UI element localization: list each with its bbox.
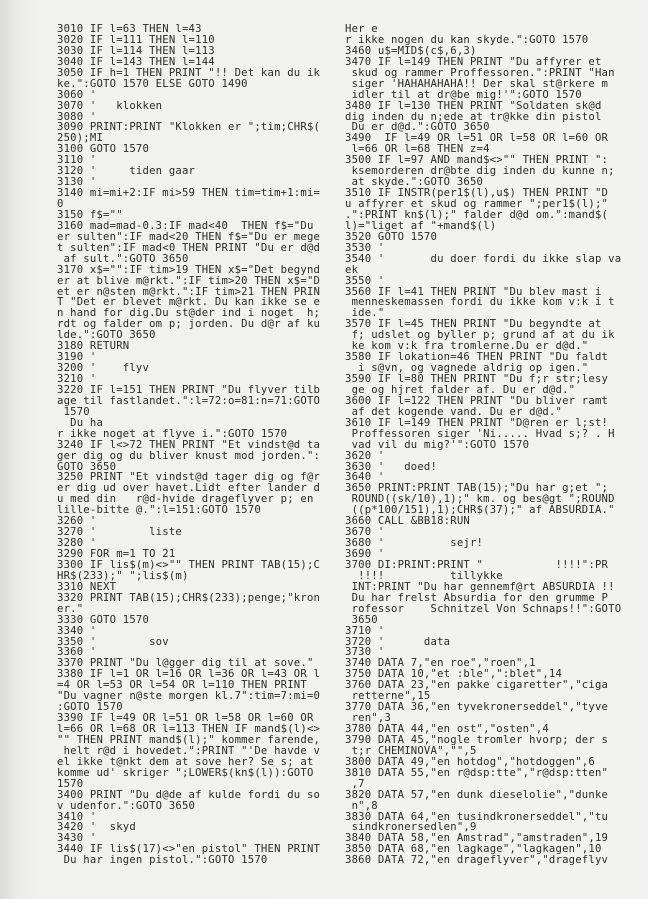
code-line: 3830 DATA 64,"en tusindkronerseddel","tu xyxy=(345,810,609,823)
code-line: HR$(233);" ";lis$(m) xyxy=(57,569,189,582)
code-line: af sult.":GOTO 3650 xyxy=(57,252,189,265)
code-line: 3180 RETURN xyxy=(57,340,130,353)
code-line: .":PRINT kn$(l);" falder d@d om.":mand$( xyxy=(345,208,609,221)
code-line: 3850 DATA 68,"en lagkage","lagkagen",10 xyxy=(345,843,602,856)
code-line: 3410 ' xyxy=(57,810,97,823)
code-line: 3390 IF l=49 OR l=51 OR l=58 OR l=60 OR xyxy=(57,712,314,725)
code-line: et er n@sten m@rkt.":IF tim>21 THEN PRIN xyxy=(57,285,321,298)
code-line: 3120 ' tiden gaar xyxy=(57,165,196,178)
code-line: 3630 ' doed! xyxy=(345,460,438,473)
code-line: 3420 ' skyd xyxy=(57,821,136,834)
code-line: lille-bitte @.":l=151:GOTO 1570 xyxy=(57,504,261,517)
code-line: 3170 x$="":IF tim>19 THEN x$="Det begynd xyxy=(57,263,321,276)
code-line: 3380 IF l=1 OR l=16 OR l=36 OR l=43 OR l xyxy=(57,668,321,681)
code-line: af det kogende vand. Du er d@d." xyxy=(345,405,563,418)
code-line: 3310 NEXT xyxy=(57,580,117,593)
code-line: rdt og falder om p; jorden. Du d@r af ku xyxy=(57,318,321,331)
code-line: GOTO 3650 xyxy=(57,460,117,473)
code-line: 3640 ' xyxy=(345,471,385,484)
code-line: 3270 ' liste xyxy=(57,526,182,539)
code-line: l)="liget af "+mand$(l) xyxy=(345,219,497,232)
code-line: ROUND((sk/10),1);" km. og bes@gt ";ROUND xyxy=(345,493,615,506)
code-line: 3110 ' xyxy=(57,154,97,167)
code-line: 3200 ' flyv xyxy=(57,362,150,375)
code-line: 1570 xyxy=(57,405,90,418)
code-line: 3520 GOTO 1570 xyxy=(345,230,438,243)
code-line: 3370 PRINT "Du l@gger dig til at sove." xyxy=(57,657,314,670)
code-line: 3730 ' xyxy=(345,646,385,659)
code-line: n",8 xyxy=(345,799,378,812)
code-line: 3750 DATA 10,"et :ble",":blet",14 xyxy=(345,668,563,681)
code-line: INT:PRINT "Du har gennemf@rt ABSURDIA !! xyxy=(345,580,615,593)
code-line: =4 OR l=53 OR l=54 OR l=110 THEN PRINT xyxy=(57,679,307,692)
code-line: Proffessoren siger 'Ni..... Hvad s;? . H xyxy=(345,427,615,440)
code-line: 250);MI xyxy=(57,132,104,145)
code-line: retterne",15 xyxy=(345,690,431,703)
code-line: n hand for dig.Du st@der ind i noget h; xyxy=(57,307,321,320)
code-line: 3350 ' sov xyxy=(57,635,169,648)
code-line: Du er d@d.":GOTO 3650 xyxy=(345,121,490,134)
code-line: u affyrer et skud og rammer ";per1$(l);" xyxy=(345,198,609,210)
code-line: 3090 PRINT:PRINT "Klokken er ";tim;CHR$( xyxy=(57,121,321,134)
code-line: siger 'HAHAHAHAHA!! Der skal st@rkere m xyxy=(345,77,609,90)
code-line: 3540 ' du doer fordi du ikke slap va xyxy=(345,252,622,265)
code-line: 3150 f$="" xyxy=(57,208,123,221)
code-line: 3030 IF l=114 THEN l=113 xyxy=(57,44,215,57)
code-line: 3050 IF h=1 THEN PRINT "!! Det kan du ik xyxy=(57,66,321,79)
code-line: 3460 u$=MID$(c$,6,3) xyxy=(345,44,477,57)
code-line: 3290 FOR m=1 TO 21 xyxy=(57,548,176,560)
code-line: ge og hjret falder af. Du er d@d." xyxy=(345,383,576,396)
code-line: at skyde.":GOTO 3650 xyxy=(345,176,484,189)
code-line: 3260 ' xyxy=(57,515,97,528)
code-line: lde.":GOTO 3650 xyxy=(57,329,156,342)
code-line: 3130 ' xyxy=(57,176,97,189)
code-line: el ikke t@nkt dem at sove her? Se s; at xyxy=(57,755,314,768)
code-line: 3190 ' xyxy=(57,351,97,364)
code-line: t;r CHEMINOVA","",5 xyxy=(345,744,477,757)
code-line: ren",3 xyxy=(345,712,392,725)
code-line: 3780 DATA 44,"en ost","osten",4 xyxy=(345,723,549,735)
code-line: :GOTO 1570 xyxy=(57,701,123,714)
code-line: l=66 OR l=68 THEN z=4 xyxy=(345,143,490,156)
code-line: ke.":GOTO 1570 ELSE GOTO 1490 xyxy=(57,77,248,90)
code-line: 3800 DATA 49,"en hotdog","hotdoggen",6 xyxy=(345,755,595,768)
code-line: age til fastlandet.":l=72:o=81:n=71:GOTO xyxy=(57,394,321,407)
code-line: 3500 IF l=97 AND mand$<>"" THEN PRINT ": xyxy=(345,154,609,167)
code-line: 3430 ' xyxy=(57,832,97,845)
left-code-column xyxy=(57,24,342,866)
code-line: 3670 ' xyxy=(345,526,385,539)
code-line: 3160 mad=mad-0.3:IF mad<40 THEN f$="Du xyxy=(57,219,314,232)
code-line: menneskemassen fordi du ikke kom v:k i t xyxy=(345,296,615,309)
right-code-column xyxy=(345,24,630,866)
code-line: 3810 DATA 55,"en r@dsp:tte","r@dsp:tten" xyxy=(345,766,609,779)
code-line: 3490 IF l=49 OR l=51 OR l=58 OR l=60 OR xyxy=(345,132,609,145)
code-line: 3620 ' xyxy=(345,449,385,462)
code-line: f; udslet og byller p; grund af at du ik xyxy=(345,329,615,342)
code-line: 3330 GOTO 1570 xyxy=(57,613,150,626)
code-line: komme ud' skriger ";LOWER$(kn$(l)):GOTO xyxy=(57,766,314,779)
code-line: vad vil du mig?'":GOTO 1570 xyxy=(345,438,530,451)
code-line: 3700 DI:PRINT:PRINT " !!!!":PR xyxy=(345,558,609,571)
code-line: er." xyxy=(57,602,84,615)
code-line: u med din r@d-hvide drageflyver p; en xyxy=(57,493,314,506)
code-line: ger dig og du bliver knust mod jorden.": xyxy=(57,449,321,462)
code-line: skud og rammer Proffessoren.":PRINT "Han xyxy=(345,66,615,79)
code-line: Du har frelst Absurdia for den grumme P xyxy=(345,591,609,604)
code-line: 3360 ' xyxy=(57,646,97,659)
code-line: 3280 ' xyxy=(57,537,97,550)
code-line: r ikke noget at flyve i.":GOTO 1570 xyxy=(57,427,288,440)
code-line: Her e xyxy=(345,23,378,35)
code-line: 3240 IF l<>72 THEN PRINT "Et vindst@d ta xyxy=(57,438,321,451)
code-line: helt r@d i hovedet.":PRINT "'De havde v xyxy=(57,744,321,757)
code-line: 3320 PRINT TAB(15);CHR$(233);penge;"kron xyxy=(57,591,321,604)
code-line: 3600 IF l=122 THEN PRINT "Du bliver ramt xyxy=(345,394,609,407)
code-line: T "Det er blevet m@rkt. Du kan ikke se e xyxy=(57,296,321,309)
code-line: 3840 DATA 58,"en Amstrad","amstraden",19 xyxy=(345,832,609,845)
code-line: 3440 IF lis$(17)<>"en pistol" THEN PRINT xyxy=(57,843,321,856)
code-line: r ikke nogen du kan skyde.":GOTO 1570 xyxy=(345,33,589,46)
code-line: 3820 DATA 57,"en dunk dieselolie","dunke xyxy=(345,788,609,801)
code-line: 3720 ' data xyxy=(345,635,451,648)
code-line: 3740 DATA 7,"en roe","roen",1 xyxy=(345,657,536,670)
code-line: 3250 PRINT "Et vindst@d tager dig og f@r xyxy=(57,471,321,484)
code-line: 3580 IF lokation=46 THEN PRINT "Du faldt xyxy=(345,351,609,364)
code-line: "Du vagner n@ste morgen kl.7":tim=7:mi=0 xyxy=(57,690,321,703)
code-line: 3300 IF lis$(m)<>"" THEN PRINT TAB(15);C xyxy=(57,558,321,571)
code-line: rofessor Schnitzel Von Schnaps!!":GOTO xyxy=(345,602,622,615)
code-line: 3680 ' sejr! xyxy=(345,537,484,550)
code-line: 3650 PRINT:PRINT TAB(15);"Du har g;et "; xyxy=(345,482,609,495)
code-line: i s@vn, og vagnede aldrig op igen." xyxy=(345,362,589,375)
code-line: er sulten":IF mad<20 THEN f$="Du er mege xyxy=(57,230,321,243)
code-line: Du ha xyxy=(57,416,104,429)
code-line: 3340 ' xyxy=(57,624,97,637)
code-line: 3660 CALL &BB18:RUN xyxy=(345,515,470,528)
code-line: 3560 IF l=41 THEN PRINT "Du blev mast i xyxy=(345,285,602,298)
code-line: ksemorderen dr@bte dig inden du kunne n; xyxy=(345,165,615,178)
code-line: ek xyxy=(345,263,359,276)
code-line: 3020 IF l=111 THEN l=110 xyxy=(57,33,215,46)
code-line: 3080 ' xyxy=(57,110,97,123)
code-line: 3690 ' xyxy=(345,548,385,560)
code-line: ke kom v:k fra tromlerne.Du er d@d." xyxy=(345,340,589,353)
code-line: 3470 IF l=149 THEN PRINT "Du affyrer et xyxy=(345,55,602,68)
code-line: sindkronersedlen",9 xyxy=(345,821,477,834)
code-line: 3100 GOTO 1570 xyxy=(57,143,150,156)
code-line: ide." xyxy=(345,307,385,320)
code-line: 3070 ' klokken xyxy=(57,99,163,112)
code-line: 3040 IF l=143 THEN l=144 xyxy=(57,55,215,68)
code-line: 3860 DATA 72,"en drageflyver","drageflyv xyxy=(345,854,609,867)
code-line: t sulten":IF mad<0 THEN PRINT "Du er d@d xyxy=(57,241,321,254)
code-line: 3550 ' xyxy=(345,274,385,287)
code-line: 3610 IF l=149 THEN PRINT "D@ren er l;st! xyxy=(345,416,609,429)
code-line: 3510 IF INSTR(per1$(l),u$) THEN PRINT "D xyxy=(345,187,609,200)
code-line: ((p*100/151),1);CHR$(37);" af ABSURDIA." xyxy=(345,504,615,517)
code-line: idler til at dr@be mig!'":GOTO 1570 xyxy=(345,88,582,101)
code-line: dig inden du n;ede at tr@kke din pistol xyxy=(345,110,602,123)
code-line: ,7 xyxy=(345,777,365,790)
code-line: 3530 ' xyxy=(345,241,385,254)
code-line: 3650 xyxy=(345,613,378,626)
code-line: 0 xyxy=(57,198,64,210)
code-line: 3010 IF l=63 THEN l=43 xyxy=(57,23,202,35)
code-line: "" THEN PRINT mand$(l);" kommer farende, xyxy=(57,733,321,746)
code-line: 1570 xyxy=(57,777,84,790)
code-line: 3060 ' xyxy=(57,88,97,101)
code-line: 3790 DATA 45,"nogle tromler hvorp; der s xyxy=(345,733,609,746)
code-line: 3220 IF l=151 THEN PRINT "Du flyver tilb xyxy=(57,383,321,396)
code-line: 3400 PRINT "Du d@de af kulde fordi du so xyxy=(57,788,321,801)
code-line: 3710 ' xyxy=(345,624,385,637)
code-line: 3480 IF l=130 THEN PRINT "Soldaten sk@d xyxy=(345,99,602,112)
code-line: 3570 IF l=45 THEN PRINT "Du begyndte at xyxy=(345,318,602,331)
code-line: 3210 ' xyxy=(57,373,97,385)
code-line: 3590 IF l=80 THEN PRINT "Du f;r str;lesy xyxy=(345,373,609,385)
code-line: er at blive m@rkt.":IF tim>20 THEN x$="D xyxy=(57,274,321,287)
code-line: 3770 DATA 36,"en tyvekronerseddel","tyve xyxy=(345,701,609,714)
code-line: 3760 DATA 23,"en pakke cigaretter","ciga xyxy=(345,679,609,692)
code-line: 3140 mi=mi+2:IF mi>59 THEN tim=tim+1:mi= xyxy=(57,187,321,200)
code-line: er dig ud over havet.Lidt efter lander d xyxy=(57,482,321,495)
code-line: v udenfor.":GOTO 3650 xyxy=(57,799,196,812)
code-line: !!!! tillykke xyxy=(345,569,503,582)
code-line: l=66 OR l=68 OR l=113 THEN IF mand$(l)<> xyxy=(57,723,321,735)
code-line: Du har ingen pistol.":GOTO 1570 xyxy=(57,854,268,867)
